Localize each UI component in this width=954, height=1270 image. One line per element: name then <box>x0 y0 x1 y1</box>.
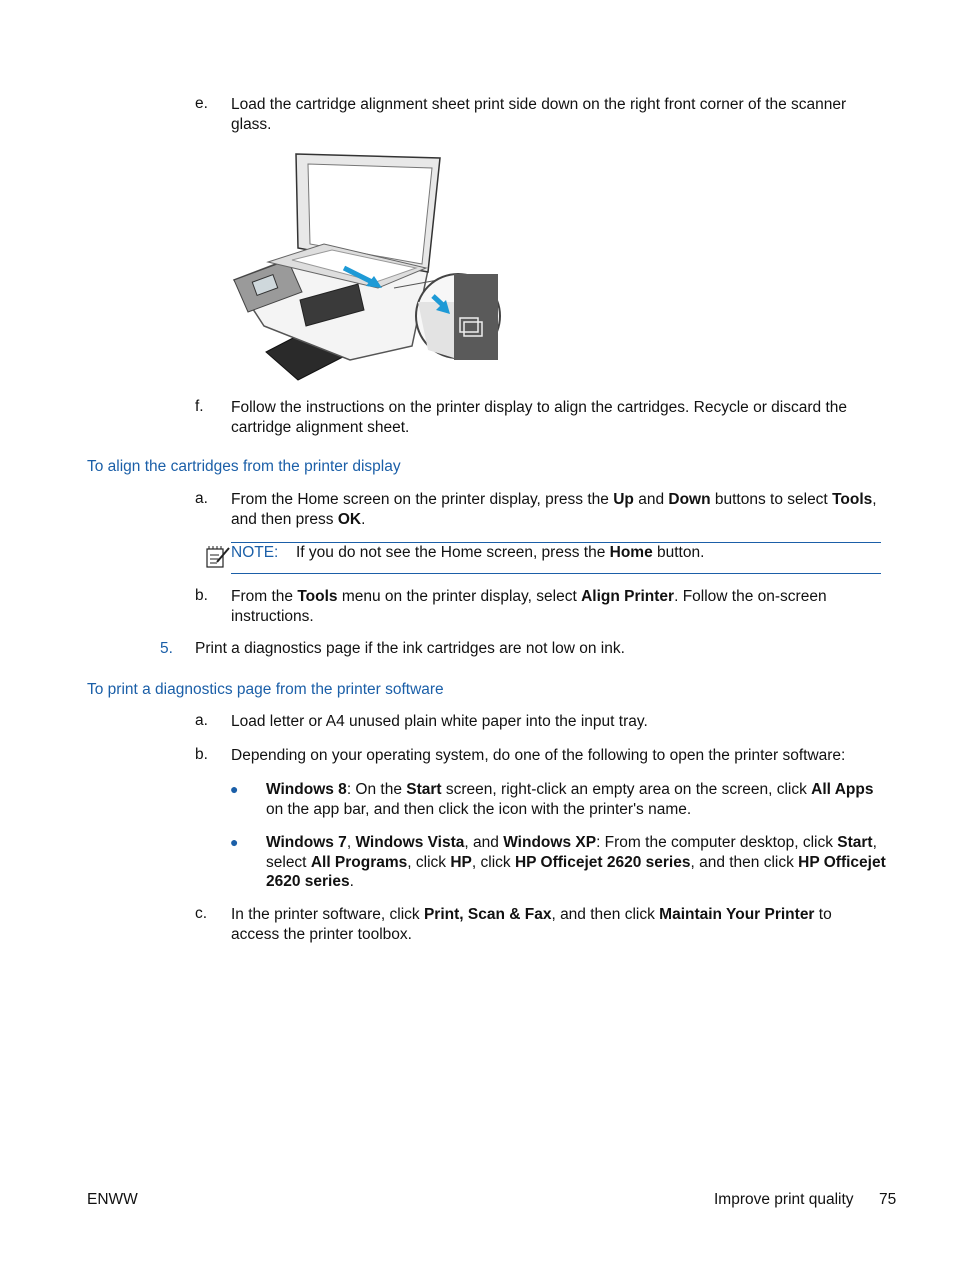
align-step-b-text: From the Tools menu on the printer display, select Align Printer. Follow the on-screen instructions. <box>231 588 827 625</box>
step-e-text: Load the cartridge alignment sheet print side down on the right front corner of the scanner glass. <box>231 96 847 133</box>
diag-step-b-text: Depending on your operating system, do one of the following to open the printer software: <box>231 747 846 764</box>
scanner-illustration <box>228 150 504 382</box>
step-5-text: Print a diagnostics page if the ink cartridges are not low on ink. <box>195 640 625 657</box>
step-5-marker: 5. <box>160 640 173 657</box>
bullet-2-text: Windows 7, Windows Vista, and Windows XP: From the computer desktop, click Start, select All Programs, click HP, click HP Officejet 2620 series, and then click HP Officejet 2620 series. <box>266 834 886 890</box>
diag-step-a-text: Load letter or A4 unused plain white paper into the input tray. <box>231 713 648 730</box>
diag-step-c-marker: c. <box>195 905 208 922</box>
step-e-marker: e. <box>195 95 208 112</box>
heading-align-cartridges: To align the cartridges from the printer display <box>87 458 401 475</box>
note-label: NOTE: <box>231 544 279 561</box>
note-icon <box>205 545 231 569</box>
bullet-1-text: Windows 8: On the Start screen, right-click an empty area on the screen, click All Apps on the app bar, and then click the icon with the printer's name. <box>266 781 874 818</box>
align-step-a-text: From the Home screen on the printer display, press the Up and Down buttons to select Tools, and then press OK. <box>231 491 877 528</box>
align-step-b-marker: b. <box>195 587 208 604</box>
bullet-1-icon: ● <box>230 781 239 797</box>
step-f-marker: f. <box>195 398 204 415</box>
diag-step-a-marker: a. <box>195 712 208 729</box>
footer-left: ENWW <box>87 1191 138 1208</box>
note-text: If you do not see the Home screen, press the Home button. <box>296 544 705 561</box>
diag-step-b-marker: b. <box>195 746 208 763</box>
heading-diagnostics-page: To print a diagnostics page from the printer software <box>87 681 444 698</box>
footer-section-title: Improve print quality <box>714 1191 854 1208</box>
bullet-2-icon: ● <box>230 834 239 850</box>
align-step-a-marker: a. <box>195 490 208 507</box>
step-f-text: Follow the instructions on the printer display to align the cartridges. Recycle or discard the cartridge alignment sheet. <box>231 399 847 436</box>
note-bottom-rule <box>231 573 881 574</box>
diag-step-c-text: In the printer software, click Print, Scan & Fax, and then click Maintain Your Printer to access the printer toolbox. <box>231 906 832 943</box>
page-number: 75 <box>879 1191 897 1208</box>
